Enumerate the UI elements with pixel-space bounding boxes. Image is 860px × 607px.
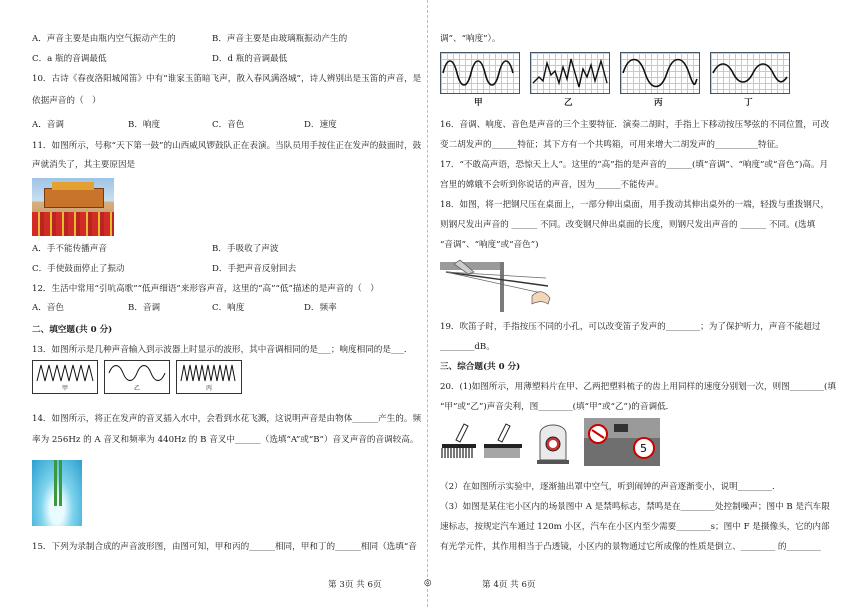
option-c: C．a 瓶的音调最低 (32, 54, 107, 64)
q12-option-a: A．音色 (32, 303, 64, 313)
waveform-yi-label: 乙 (133, 385, 140, 392)
question-17-line1: 17．“不敢高声语，恐惊天上人”。这里的“高”指的是声音的______(填“音调”、“响度”或“音色”)高。月 (440, 160, 829, 170)
question-18-line2: 则钢尺发出声音的 ______ 不同。改变钢尺伸出桌面的长度，则钢尺发出声音的 ______ 不同。(选填 (440, 220, 816, 230)
question-20-part3-line3: 有光学元件，其作用相当于凸透镜，小区内的景物通过它所成像的性质是倒立、________ 的________ (440, 542, 821, 552)
question-14-line1: 14．如图所示，将正在发声的音叉插入水中，会看到水花飞溅，这说明声音是由物体______产生的。频 (32, 414, 422, 424)
page-footer-right: 第 4页 共 6页 (482, 580, 536, 590)
q10-option-d: D．速度 (304, 120, 337, 130)
waveform-jia-label: 甲 (61, 385, 68, 392)
q10-option-b: B．响度 (128, 120, 161, 130)
question-20-part2: （2）在如图所示实验中，逐渐抽出罩中空气，听到闹钟的声音逐渐变小，说明________. (440, 482, 775, 492)
waveform-grid-yi (530, 52, 610, 94)
binding-mark: ◎ (424, 578, 432, 588)
waveform-bing (176, 360, 242, 394)
question-20-line1: 20．(1)如图所示，用薄塑料片在甲、乙两把塑料梳子的齿上用同样的速度分别划一次，则图________(填 (440, 382, 836, 392)
waveform-grid-ding (710, 52, 790, 94)
question-12: 12．生活中常用“引吭高歌”“低声细语”来形容声音，这里的“高”“低”描述的是声音的（ ） (32, 284, 379, 294)
wave-label-ding: 丁 (744, 98, 753, 108)
section-fill-in-heading: 二、填空题(共 0 分) (32, 325, 113, 335)
q12-option-d: D．频率 (304, 303, 337, 313)
tuning-fork-water-image (32, 460, 82, 526)
page-footer-left: 第 3页 共 6页 (328, 580, 382, 590)
svg-text:5: 5 (640, 442, 647, 455)
q12-option-b: B．音调 (128, 303, 161, 313)
q11-option-a: A．手不能传播声音 (32, 244, 107, 254)
wave-label-jia: 甲 (474, 98, 483, 108)
question-20-part3-line1: （3）如图是某住宅小区内的场景图中 A 是禁鸣标志，禁鸣是在________处控制噪声；图中 B 是汽车限 (440, 502, 830, 512)
question-18-line3: “音调”、“响度”或“音色”) (440, 240, 539, 250)
question-20-part3-line2: 速标志，按规定汽车通过 120m 小区，汽车在小区内至少需要________s；图中 F 是摄像头，它的内部 (440, 522, 830, 532)
question-11-line2: 声就消失了，其主要原因是 (32, 160, 136, 170)
question-20-line2: “甲”或“乙”)声音尖利，图________(填“甲”或“乙”)的音调低． (440, 402, 675, 412)
wave-label-yi: 乙 (564, 98, 573, 108)
drum-performance-image (32, 178, 114, 236)
option-d: D．d 瓶的音调最低 (212, 54, 288, 64)
q11-option-b: B．手吸收了声波 (212, 244, 279, 254)
question-14-line2: 率为 256Hz 的 A 音叉和频率为 440Hz 的 B 音叉中______（选填“A”或“B”）音叉声音的音调较高。 (32, 435, 419, 445)
question-18-line1: 18．如图，将一把钢尺压在桌面上，一部分伸出桌面，用手拨动其伸出桌外的一端，轻拨与重拨钢尺， (440, 200, 830, 210)
q10-option-a: A．音调 (32, 120, 64, 130)
residential-street-image (584, 418, 660, 466)
option-a: A．声音主要是由瓶内空气振动产生的 (32, 34, 176, 44)
question-11-line1: 11．如图所示，号称“天下第一鼓”的山西威风锣鼓队正在表演。当队员用手按住正在发声的鼓面时，鼓 (32, 141, 422, 151)
waveform-grid-jia (440, 52, 520, 94)
steel-ruler-table-image (440, 256, 554, 312)
question-10-line2: 依据声音的（ ） (32, 96, 101, 106)
question-19-line1: 19．吹笛子时，手指按压不同的小孔，可以改变笛子发声的________；为了保护听力，声音不能超过 (440, 322, 821, 332)
question-13: 13．如图所示是几种声音输入到示波器上时显示的波形，其中音调相同的是___；响度相同的是___． (32, 345, 413, 355)
section-comprehensive-heading: 三、综合题(共 0 分) (440, 362, 521, 372)
bell-jar-alarm-image (536, 420, 570, 464)
q12-option-c: C．响度 (212, 303, 245, 313)
waveform-grid-bing (620, 52, 700, 94)
question-10-line1: 10．古诗《春夜洛阳城闻笛》中有“谁家玉笛暗飞声，散入春风满洛城”，诗人辨别出是玉笛的声音，是 (32, 74, 422, 84)
question-19-line2: ________dB。 (440, 342, 495, 352)
q10-option-c: C．音色 (212, 120, 245, 130)
q11-option-d: D．手把声音反射回去 (212, 264, 297, 274)
waveform-jia (32, 360, 98, 394)
plastic-combs-image (440, 420, 524, 464)
question-17-line2: 宫里的嫦娥不会听到你说话的声音，因为______不能传声。 (440, 180, 664, 190)
question-15: 15．下列为录制合成的声音波形图，由图可知，甲和丙的______相同，甲和丁的______相同（选填“音 (32, 542, 417, 552)
column-divider (427, 0, 428, 607)
waveform-yi (104, 360, 170, 394)
option-b: B．声音主要是由玻璃瓶振动产生的 (212, 34, 348, 44)
q11-option-c: C．手使鼓面停止了振动 (32, 264, 125, 274)
waveform-bing-label: 丙 (205, 385, 212, 392)
question-16-line1: 16．音调、响度、音色是声音的三个主要特征．演奏二胡时，手指上下移动按压琴弦的不同位置，可改 (440, 120, 830, 130)
wave-label-bing: 丙 (654, 98, 663, 108)
question-15-continued: 调”、“响度”）。 (440, 34, 501, 44)
question-16-line2: 变二胡发声的______特征；其下方有一个共鸣箱，可用来增大二胡发声的__________特征。 (440, 140, 784, 150)
